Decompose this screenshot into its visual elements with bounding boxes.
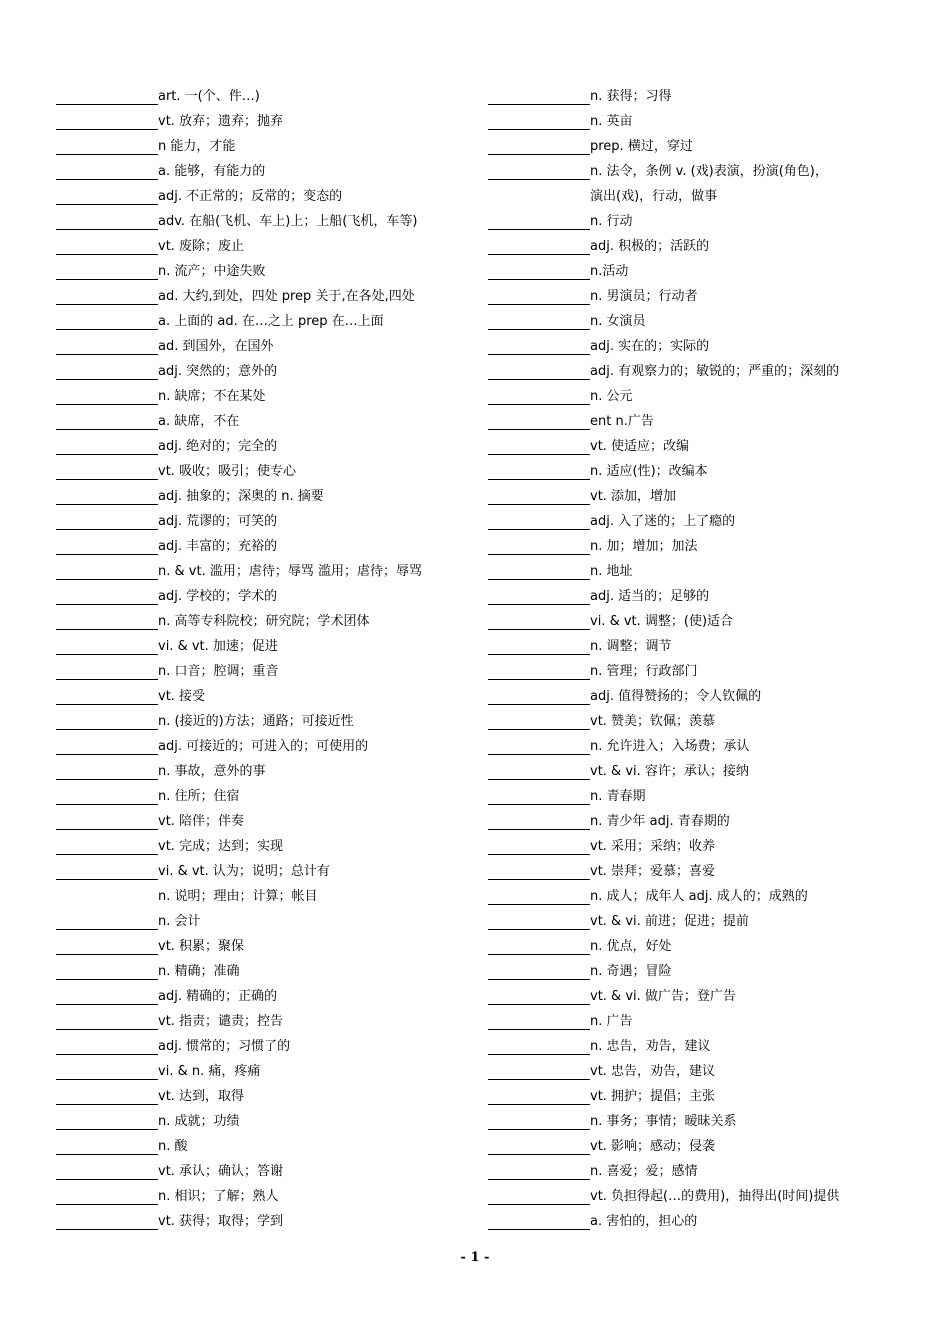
word-blank-line[interactable] [56, 963, 158, 980]
word-blank-line[interactable] [488, 838, 590, 855]
vocab-entry [488, 259, 928, 284]
word-blank-line[interactable] [56, 213, 158, 230]
definition-text: vt. & vi. 容许；承认；接纳 [590, 764, 749, 779]
vocab-entry [56, 1134, 466, 1159]
vocab-entry [488, 709, 928, 734]
word-blank-line[interactable] [488, 663, 590, 680]
word-blank-line[interactable] [488, 338, 590, 355]
vocab-entry [488, 1059, 928, 1084]
word-blank-line[interactable] [488, 688, 590, 705]
definition-text: adj. 绝对的；完全的 [158, 439, 278, 454]
vocab-entry [488, 1209, 928, 1234]
vocab-entry [488, 584, 928, 609]
definition-text: n. 喜爱；爱；感情 [590, 1164, 698, 1179]
definition-text: a. 能够，有能力的 [158, 164, 266, 179]
definition-text: adj. 积极的；活跃的 [590, 239, 710, 254]
word-blank-line[interactable] [56, 1113, 158, 1130]
word-blank-line[interactable] [488, 563, 590, 580]
vocab-entry [56, 584, 466, 609]
vocab-entry [488, 1184, 928, 1209]
vocab-entry [488, 909, 928, 934]
definition-text: n. 酸 [158, 1139, 188, 1154]
word-blank-line[interactable] [56, 763, 158, 780]
word-blank-line[interactable] [488, 863, 590, 880]
vocab-entry-continuation [488, 184, 928, 209]
definition-text: vi. & vt. 认为；说明；总计有 [158, 864, 330, 879]
word-blank-line[interactable] [488, 1113, 590, 1130]
definition-text: adj. 适当的；足够的 [590, 589, 710, 604]
definition-text: adj. 学校的；学术的 [158, 589, 278, 604]
word-blank-line[interactable] [56, 613, 158, 630]
vocab-entry [488, 284, 928, 309]
definition-text: vt. 负担得起(…的费用)，抽得出(时间)提供 [590, 1189, 840, 1204]
vocab-entry [56, 784, 466, 809]
vocab-entry [56, 434, 466, 459]
vocab-entry [56, 1159, 466, 1184]
definition-text: n. 允许进入；入场费；承认 [590, 739, 750, 754]
definition-text: adj. 入了迷的；上了瘾的 [590, 514, 736, 529]
vocab-entry [488, 934, 928, 959]
word-blank-line[interactable] [56, 1188, 158, 1205]
word-blank-line[interactable] [56, 1038, 158, 1055]
definition-text: n.活动 [590, 264, 629, 279]
definition-text: n. 女演员 [590, 314, 646, 329]
definition-text: adj. 可接近的；可进入的；可使用的 [158, 739, 369, 754]
right-vocab-column [488, 84, 928, 1234]
word-blank-line[interactable] [56, 163, 158, 180]
vocab-entry [488, 1109, 928, 1134]
definition-text: n. 成人；成年人 adj. 成人的；成熟的 [590, 889, 808, 904]
definition-text: n. 事故，意外的事 [158, 764, 266, 779]
definition-text: art. 一(个、件…) [158, 89, 260, 104]
definition-text: n. 地址 [590, 564, 633, 579]
definition-text: n 能力，才能 [158, 139, 236, 154]
definition-text: n. 奇遇；冒险 [590, 964, 672, 979]
definition-text: adj. 精确的；正确的 [158, 989, 278, 1004]
word-blank-line[interactable] [488, 313, 590, 330]
definition-text: vt. 指责；谴责；控告 [158, 1014, 284, 1029]
vocab-entry [488, 609, 928, 634]
vocab-entry [56, 209, 466, 234]
vocab-entry [56, 109, 466, 134]
word-blank-line[interactable] [56, 688, 158, 705]
word-blank-line[interactable] [56, 313, 158, 330]
definition-text: vt. 陪伴；伴奏 [158, 814, 245, 829]
word-blank-line[interactable] [488, 788, 590, 805]
definition-text: n. 加；增加；加法 [590, 539, 698, 554]
definition-text: adj. 有观察力的；敏锐的；严重的；深刻的 [590, 364, 840, 379]
vocab-entry [488, 209, 928, 234]
definition-text: vt. 忠告，劝告，建议 [590, 1064, 716, 1079]
word-blank-line[interactable] [56, 1213, 158, 1230]
vocab-entry [56, 84, 466, 109]
word-blank-line[interactable] [56, 413, 158, 430]
word-blank-line[interactable] [488, 763, 590, 780]
vocab-entry [56, 259, 466, 284]
definition-text: n. 青春期 [590, 789, 646, 804]
vocab-entry [488, 734, 928, 759]
word-blank-line[interactable] [56, 513, 158, 530]
vocab-entry [56, 934, 466, 959]
word-blank-line[interactable] [488, 613, 590, 630]
definition-text: adj. 值得赞扬的；令人钦佩的 [590, 689, 762, 704]
vocab-entry [488, 109, 928, 134]
word-blank-line[interactable] [488, 1213, 590, 1230]
definition-text: n. 缺席；不在某处 [158, 389, 266, 404]
word-blank-line[interactable] [488, 888, 590, 905]
vocab-entry [488, 659, 928, 684]
definition-text: vt. 采用；采纳；收养 [590, 839, 716, 854]
word-blank-line[interactable] [488, 738, 590, 755]
definition-text: vt. 使适应；改编 [590, 439, 690, 454]
definition-text: a. 缺席，不在 [158, 414, 240, 429]
definition-text: adj. 抽象的；深奥的 n. 摘要 [158, 489, 324, 504]
vocab-entry [488, 559, 928, 584]
definition-text: vt. 放弃；遗弃；抛弃 [158, 114, 284, 129]
vocab-entry [56, 859, 466, 884]
definition-text: n. 广告 [590, 1014, 633, 1029]
vocab-entry [56, 359, 466, 384]
vocab-entry [56, 134, 466, 159]
word-blank-line[interactable] [488, 163, 590, 180]
word-blank-line[interactable] [56, 188, 158, 205]
left-vocab-column [56, 84, 466, 1234]
vocab-entry [488, 234, 928, 259]
vocab-entry [488, 309, 928, 334]
vocab-entry [56, 534, 466, 559]
definition-text: vi. & vt. 加速；促进 [158, 639, 278, 654]
word-blank-line[interactable] [56, 438, 158, 455]
word-blank-line[interactable] [488, 113, 590, 130]
definition-text: vt. 废除；废止 [158, 239, 245, 254]
definition-text: a. 害怕的，担心的 [590, 1214, 698, 1229]
word-blank-line[interactable] [488, 238, 590, 255]
vocab-entry [56, 734, 466, 759]
vocab-entry [56, 509, 466, 534]
vocab-entry [488, 409, 928, 434]
vocab-entry [488, 1034, 928, 1059]
vocab-entry [56, 159, 466, 184]
vocab-entry [56, 459, 466, 484]
word-blank-line[interactable] [488, 263, 590, 280]
word-blank-line[interactable] [56, 1138, 158, 1155]
vocab-entry [488, 834, 928, 859]
definition-text: n. 管理；行政部门 [590, 664, 698, 679]
vocab-entry [56, 334, 466, 359]
word-blank-line[interactable] [56, 1088, 158, 1105]
page-number: - 1 - [460, 1250, 490, 1265]
word-blank-line[interactable] [488, 588, 590, 605]
word-blank-line[interactable] [488, 388, 590, 405]
definition-text: n. (接近的)方法；通路；可接近性 [158, 714, 354, 729]
vocab-entry [488, 1159, 928, 1184]
vocab-entry [56, 284, 466, 309]
word-blank-line[interactable] [56, 838, 158, 855]
vocab-entry [488, 759, 928, 784]
word-blank-line[interactable] [488, 463, 590, 480]
definition-text: n. 住所；住宿 [158, 789, 240, 804]
word-blank-line[interactable] [488, 488, 590, 505]
word-blank-line[interactable] [56, 363, 158, 380]
word-blank-line[interactable] [488, 988, 590, 1005]
definition-text: n. 法令，条例 v. (戏)表演，扮演(角色)， [590, 164, 828, 179]
definition-text: n. 行动 [590, 214, 633, 229]
definition-text: 演出(戏)，行动，做事 [590, 189, 718, 204]
definition-text: prep. 横过，穿过 [590, 139, 693, 154]
vocab-entry [56, 1109, 466, 1134]
word-blank-line[interactable] [56, 138, 158, 155]
definition-text: n. 会计 [158, 914, 201, 929]
word-blank-line[interactable] [488, 938, 590, 955]
word-blank-line[interactable] [488, 1038, 590, 1055]
word-blank-line[interactable] [488, 538, 590, 555]
definition-text: a. 上面的 ad. 在…之上 prep 在…上面 [158, 314, 384, 329]
vocab-entry [488, 459, 928, 484]
vocab-entry [488, 534, 928, 559]
vocab-entry [56, 959, 466, 984]
vocab-entry [488, 509, 928, 534]
word-blank-line[interactable] [56, 588, 158, 605]
word-blank-line[interactable] [56, 988, 158, 1005]
word-blank-line[interactable] [56, 388, 158, 405]
vocab-entry-continuation [56, 884, 466, 909]
definition-text: n. 流产；中途失败 [158, 264, 266, 279]
definition-text: adj. 不正常的；反常的；变态的 [158, 189, 343, 204]
word-blank-line[interactable] [488, 288, 590, 305]
definition-text: vt. 吸收；吸引；使专心 [158, 464, 297, 479]
definition-text: n. 男演员；行动者 [590, 289, 698, 304]
word-blank-line[interactable] [56, 1163, 158, 1180]
vocab-entry [488, 1134, 928, 1159]
definition-text: n. 相识；了解；熟人 [158, 1189, 279, 1204]
definition-text: n. 说明；理由；计算；帐目 [158, 889, 318, 904]
vocab-entry [56, 234, 466, 259]
word-blank-line[interactable] [56, 1013, 158, 1030]
vocab-entry [56, 834, 466, 859]
definition-text: vt. & vi. 做广告；登广告 [590, 989, 736, 1004]
definition-text: vt. 添加，增加 [590, 489, 677, 504]
vocab-entry [56, 634, 466, 659]
word-blank-line[interactable] [488, 1163, 590, 1180]
vocab-entry [56, 1184, 466, 1209]
vocab-entry [488, 959, 928, 984]
vocab-entry [56, 1009, 466, 1034]
word-blank-line[interactable] [56, 638, 158, 655]
vocab-entry [488, 484, 928, 509]
vocab-entry [56, 184, 466, 209]
definition-text: ad. 到国外，在国外 [158, 339, 274, 354]
word-blank-line[interactable] [56, 788, 158, 805]
definition-text: vt. 获得；取得；学到 [158, 1214, 284, 1229]
definition-text: ad. 大约,到处，四处 prep 关于,在各处,四处 [158, 289, 415, 304]
word-blank-line[interactable] [56, 663, 158, 680]
definition-text: vt. 接受 [158, 689, 206, 704]
word-blank-line[interactable] [56, 1063, 158, 1080]
word-blank-line[interactable] [488, 963, 590, 980]
definition-text: n. & vt. 滥用；虐待；辱骂 滥用；虐待；辱骂 [158, 564, 422, 579]
word-blank-line[interactable] [488, 1188, 590, 1205]
definition-text: n. 青少年 adj. 青春期的 [590, 814, 730, 829]
definition-text: n. 事务；事情；暧昧关系 [590, 1114, 737, 1129]
word-blank-line[interactable] [56, 863, 158, 880]
vocab-entry [488, 334, 928, 359]
word-blank-line[interactable] [488, 1063, 590, 1080]
vocab-entry [56, 1084, 466, 1109]
word-blank-line[interactable] [488, 363, 590, 380]
definition-text: n. 忠告，劝告，建议 [590, 1039, 711, 1054]
vocab-entry [488, 1009, 928, 1034]
vocab-entry [488, 634, 928, 659]
word-blank-line[interactable] [488, 413, 590, 430]
word-blank-line[interactable] [56, 88, 158, 105]
vocab-entry [56, 809, 466, 834]
vocab-entry [488, 359, 928, 384]
definition-text: vt. 积累；聚保 [158, 939, 245, 954]
word-blank-line[interactable] [56, 488, 158, 505]
word-blank-line[interactable] [56, 713, 158, 730]
definition-text: vt. & vi. 前进；促进；提前 [590, 914, 749, 929]
word-blank-line[interactable] [488, 913, 590, 930]
vocab-entry [56, 909, 466, 934]
definition-text: adj. 实在的；实际的 [590, 339, 710, 354]
vocab-entry [488, 784, 928, 809]
vocab-entry [488, 684, 928, 709]
definition-text: vt. 拥护；提倡；主张 [590, 1089, 716, 1104]
definition-text: vi. & n. 痛，疼痛 [158, 1064, 261, 1079]
vocab-entry [56, 759, 466, 784]
word-blank-line[interactable] [56, 463, 158, 480]
word-blank-line[interactable] [56, 913, 158, 930]
vocab-entry [488, 859, 928, 884]
definition-text: n. 适应(性)；改编本 [590, 464, 708, 479]
definition-text: n. 英亩 [590, 114, 633, 129]
definition-text: ent n.广告 [590, 414, 654, 429]
word-blank-line[interactable] [488, 1138, 590, 1155]
definition-text: vi. & vt. 调整；(使)适合 [590, 614, 734, 629]
word-blank-line[interactable] [56, 538, 158, 555]
word-blank-line[interactable] [488, 813, 590, 830]
vocab-entry [56, 984, 466, 1009]
vocab-entry [488, 384, 928, 409]
vocab-entry [56, 659, 466, 684]
word-blank-line[interactable] [56, 238, 158, 255]
vocab-entry [56, 1034, 466, 1059]
definition-text: adj. 荒谬的；可笑的 [158, 514, 278, 529]
vocab-entry [56, 384, 466, 409]
definition-text: adv. 在船(飞机、车上)上；上船(飞机，车等) [158, 214, 418, 229]
definition-text: vt. 承认；确认；答谢 [158, 1164, 284, 1179]
word-blank-line[interactable] [488, 1088, 590, 1105]
word-blank-line[interactable] [488, 1013, 590, 1030]
definition-text: n. 口音；腔调；重音 [158, 664, 279, 679]
word-blank-line[interactable] [488, 638, 590, 655]
definition-text: vt. 影响；感动；侵袭 [590, 1139, 716, 1154]
vocab-entry [488, 884, 928, 909]
definition-text: n. 成就；功绩 [158, 1114, 240, 1129]
word-blank-line[interactable] [56, 288, 158, 305]
word-blank-line[interactable] [488, 513, 590, 530]
definition-text: n. 获得；习得 [590, 89, 672, 104]
vocab-entry [488, 1084, 928, 1109]
definition-text: n. 高等专科院校；研究院；学术团体 [158, 614, 370, 629]
vocab-entry [56, 709, 466, 734]
word-blank-line[interactable] [56, 738, 158, 755]
vocab-entry [56, 684, 466, 709]
vocab-entry [56, 1059, 466, 1084]
vocab-entry [488, 134, 928, 159]
word-blank-line[interactable] [488, 88, 590, 105]
word-blank-line[interactable] [56, 563, 158, 580]
word-blank-line[interactable] [488, 713, 590, 730]
vocab-entry [488, 434, 928, 459]
word-blank-line[interactable] [488, 213, 590, 230]
word-blank-line[interactable] [56, 338, 158, 355]
definition-text: vt. 崇拜；爱慕；喜爱 [590, 864, 716, 879]
definition-text: n. 调整；调节 [590, 639, 672, 654]
vocab-entry [56, 559, 466, 584]
word-blank-line[interactable] [56, 263, 158, 280]
definition-text: n. 精确；准确 [158, 964, 240, 979]
vocab-entry [488, 84, 928, 109]
definition-text: adj. 惯常的；习惯了的 [158, 1039, 291, 1054]
word-blank-line[interactable] [488, 438, 590, 455]
word-blank-line[interactable] [56, 113, 158, 130]
vocab-entry [56, 409, 466, 434]
definition-text: n. 公元 [590, 389, 633, 404]
vocab-entry [56, 484, 466, 509]
definition-text: vt. 达到，取得 [158, 1089, 245, 1104]
word-blank-line[interactable] [56, 813, 158, 830]
vocab-entry [56, 1209, 466, 1234]
word-blank-line[interactable] [56, 938, 158, 955]
vocab-entry [56, 609, 466, 634]
vocab-entry [488, 809, 928, 834]
vocab-entry [56, 309, 466, 334]
vocab-entry [488, 159, 928, 184]
definition-text: vt. 完成；达到；实现 [158, 839, 284, 854]
definition-text: adj. 突然的；意外的 [158, 364, 278, 379]
word-blank-line[interactable] [488, 138, 590, 155]
definition-text: n. 优点，好处 [590, 939, 672, 954]
definition-text: vt. 赞美；钦佩；羡慕 [590, 714, 716, 729]
definition-text: adj. 丰富的；充裕的 [158, 539, 278, 554]
vocab-entry [488, 984, 928, 1009]
